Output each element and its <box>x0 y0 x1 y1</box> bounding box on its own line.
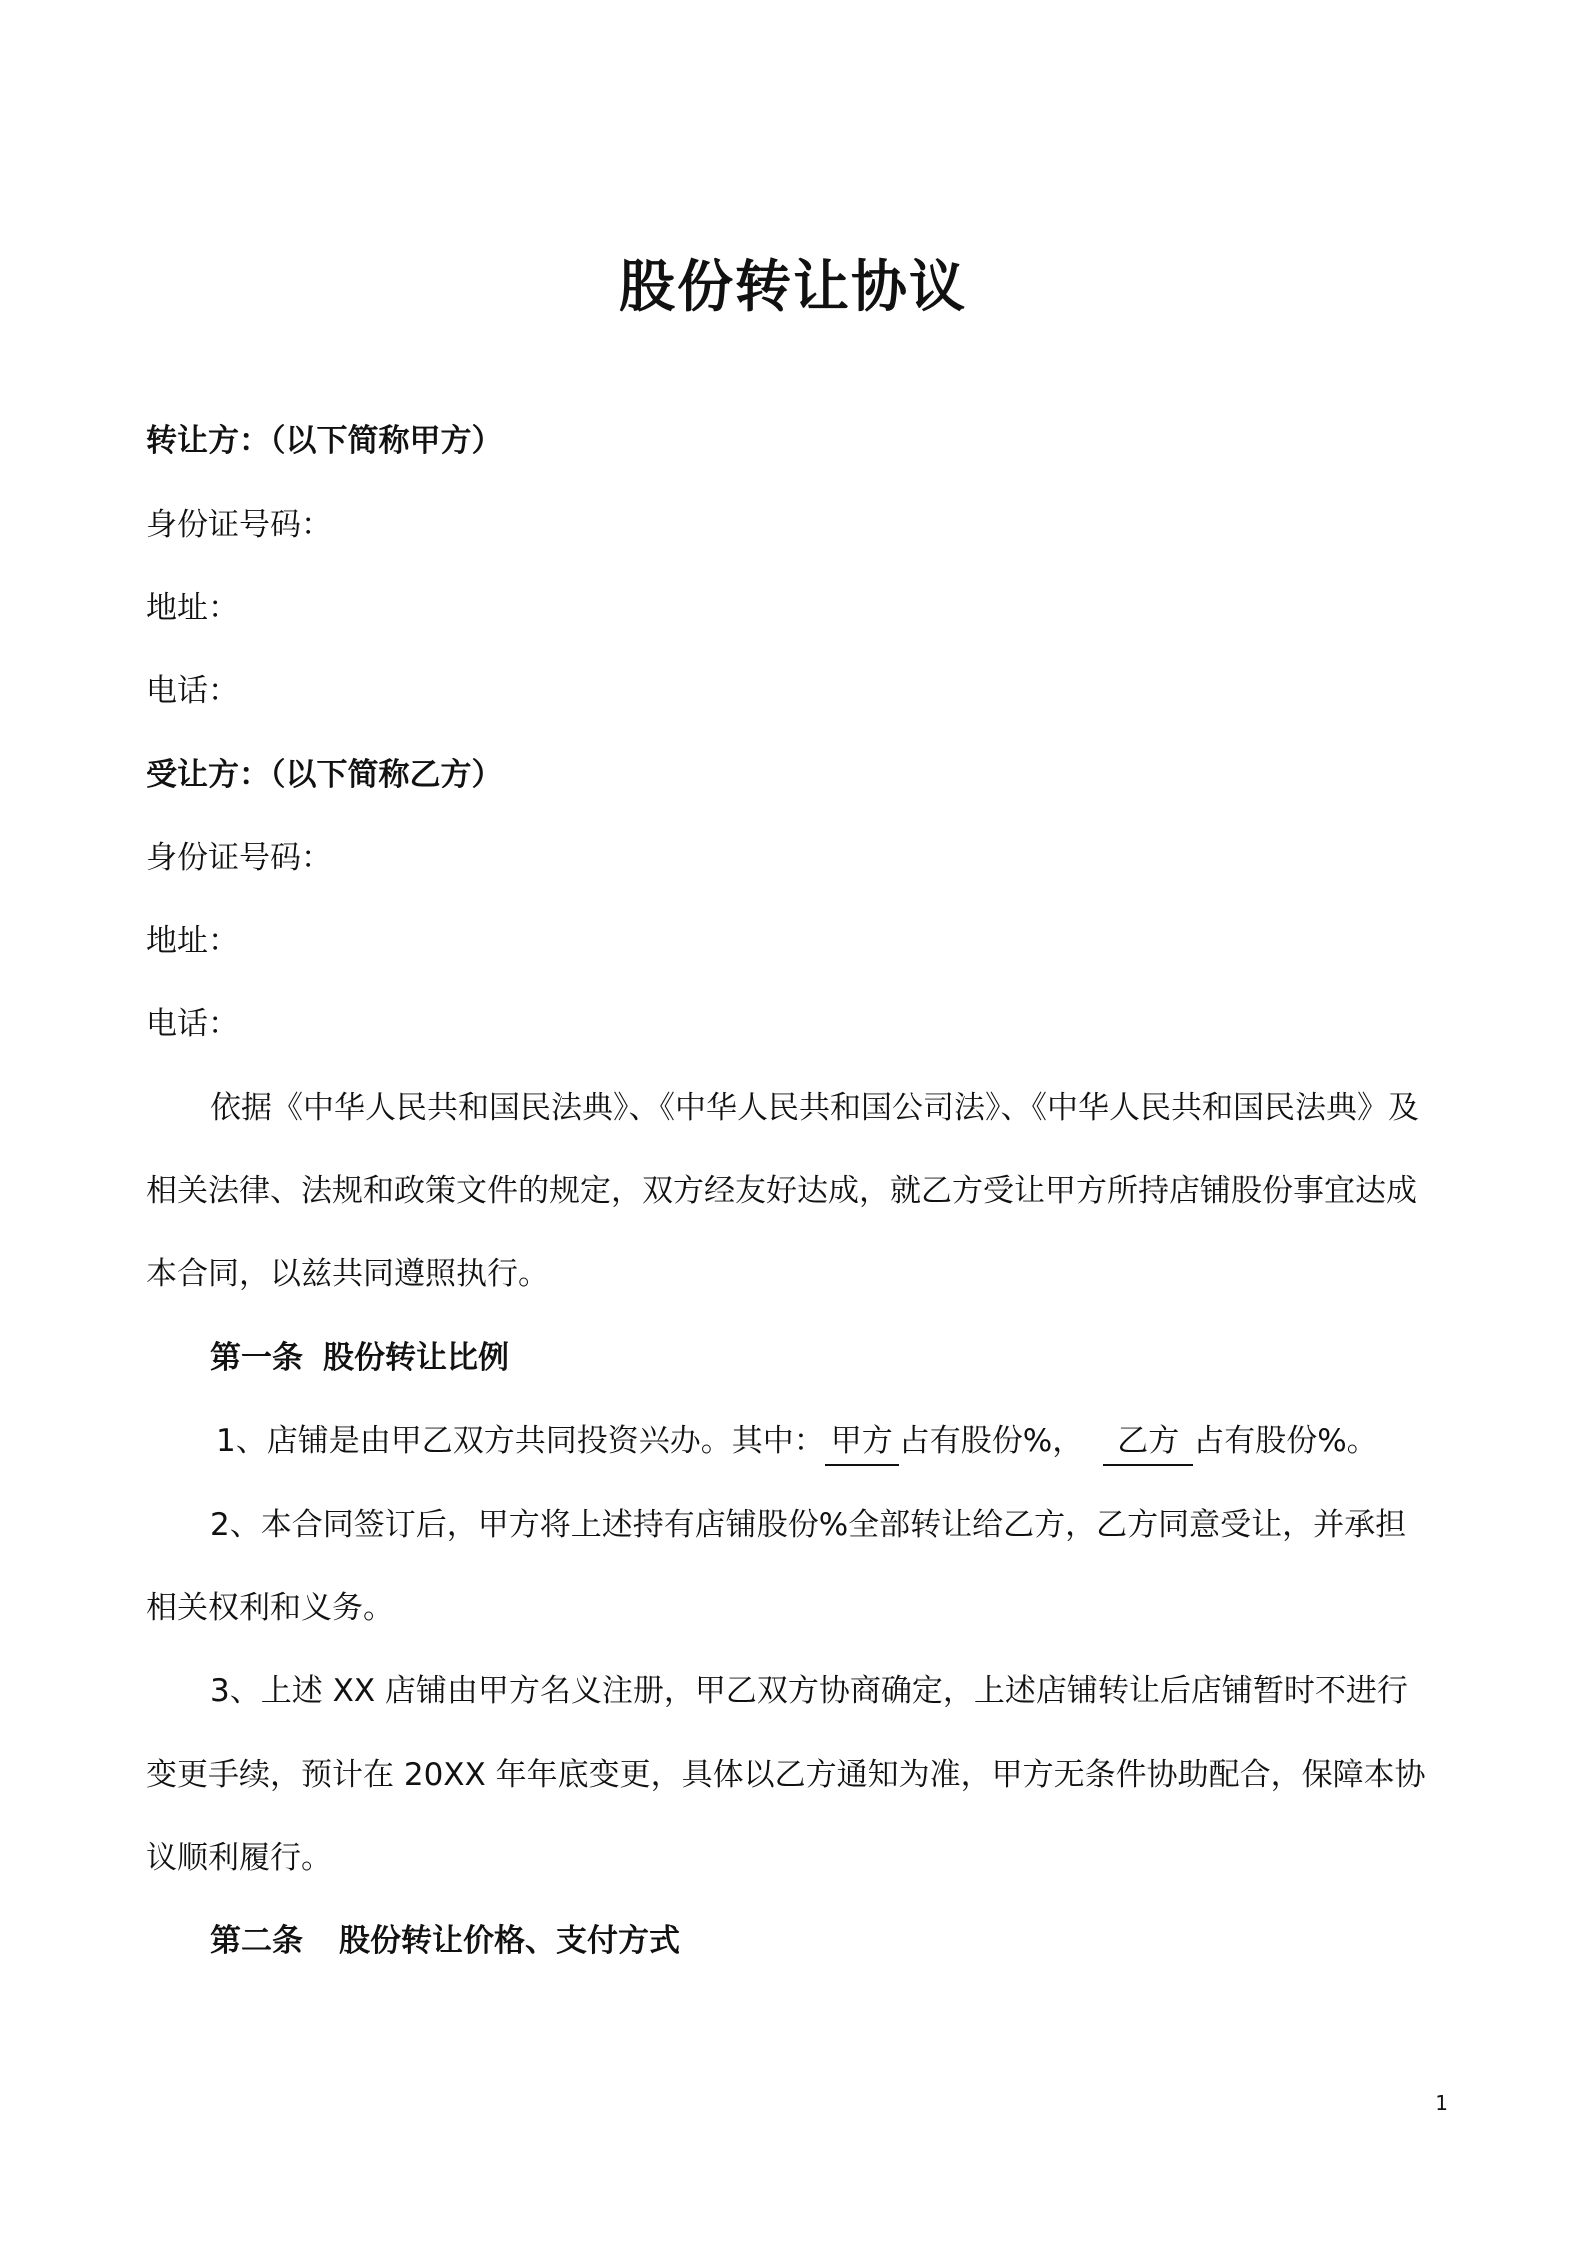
article-2-heading <box>210 1918 1456 1964</box>
article-1-clause-3-line-2: 变更手续，预计在 20XX 年年底变更，具体以乙方通知为准，甲方无条件协助配合，保障本协 <box>146 1757 1426 1793</box>
clause-1-mid: 占有股份%， <box>898 1423 1084 1459</box>
article-1-clause-3-line-1: 3、上述 XX 店铺由甲方名义注册，甲乙双方协商确定，上述店铺转让后店铺暂时不进行 <box>210 1673 1408 1709</box>
preamble-line-2: 相关法律、法规和政策文件的规定，双方经友好达成，就乙方受让甲方所持店铺股份事宜达成 <box>146 1173 1417 1209</box>
party-b-address-label: 地址： <box>146 923 239 959</box>
party-a-address-label: 地址： <box>146 590 239 626</box>
article-1-clause-2-line-2: 相关权利和义务。 <box>146 1590 394 1626</box>
article-1-clause-2-line-1: 2、本合同签订后，甲方将上述持有店铺股份%全部转让给乙方，乙方同意受让，并承担 <box>210 1507 1407 1543</box>
article-2-title: 股份转让价格、支付方式 <box>339 1923 680 1959</box>
clause-1-prefix: 1、店铺是由甲乙双方共同投资兴办。其中： <box>216 1423 825 1459</box>
article-2-number: 第二条 <box>210 1923 303 1959</box>
article-1-title: 股份转让比例 <box>323 1340 509 1376</box>
preamble-line-1: 依据《中华人民共和国民法典》、《中华人民共和国公司法》、《中华人民共和国民法典》及 <box>210 1090 1419 1126</box>
article-1-number: 第一条 <box>210 1340 303 1376</box>
party-a-heading: 转让方：（以下简称甲方） <box>146 423 503 459</box>
preamble-line-3: 本合同，以兹共同遵照执行。 <box>146 1256 549 1292</box>
party-a-phone-label: 电话： <box>146 673 239 709</box>
document-title: 股份转让协议 <box>619 255 967 320</box>
party-b-phone-label: 电话： <box>146 1006 239 1042</box>
clause-1-party-b-blank: 乙方 <box>1103 1418 1193 1466</box>
party-b-heading: 受让方：（以下简称乙方） <box>146 757 503 793</box>
article-1-clause-1 <box>216 1418 1526 1466</box>
party-b-id-label: 身份证号码： <box>146 840 332 876</box>
page-number: 1 <box>1435 2091 1448 2115</box>
party-a-id-label: 身份证号码： <box>146 507 332 543</box>
clause-1-party-a-blank: 甲方 <box>825 1418 899 1466</box>
article-1-heading <box>210 1335 1456 1381</box>
clause-1-suffix: 占有股份%。 <box>1193 1423 1378 1459</box>
article-1-clause-3-line-3: 议顺利履行。 <box>146 1840 332 1876</box>
